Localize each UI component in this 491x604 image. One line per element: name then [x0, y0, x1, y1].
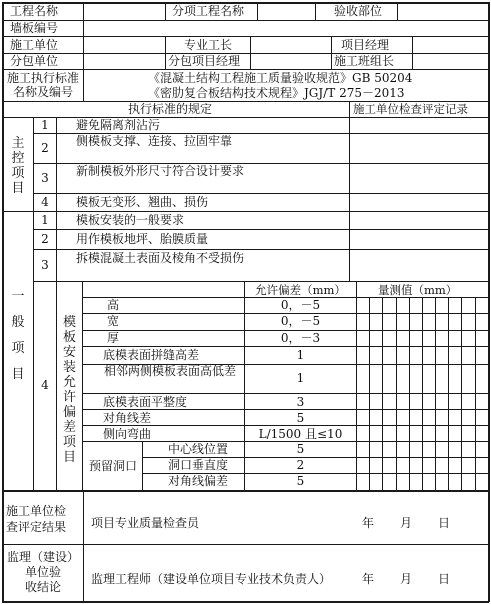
vline: [83, 490, 84, 601]
main-item-no: 3: [41, 171, 49, 185]
project-manager-label: 项目经理: [341, 38, 390, 52]
supervisor-label: 监理工程师（建设单位项目专业技术负责人）: [91, 572, 332, 586]
vline: [435, 297, 436, 490]
team-leader-label: 施工班组长: [334, 54, 395, 68]
tolerance-value: 0，－5: [280, 298, 321, 312]
main-item-no: 1: [41, 118, 49, 132]
vline: [422, 297, 423, 490]
vline: [142, 441, 143, 490]
tolerance-name: 底模表面拼缝高差: [103, 348, 200, 362]
wall-no-label: 墙板编号: [10, 21, 59, 35]
sub-project-name-label: 分项工程名称: [172, 4, 245, 18]
tolerance-value: 3: [296, 395, 305, 409]
vline: [331, 36, 332, 69]
month-label: 月: [400, 572, 413, 586]
project-name-label: 工程名称: [10, 4, 59, 18]
professional-foreman-label: 专业工长: [184, 38, 233, 52]
tolerance-name: 相邻两侧模板表面高低差: [104, 364, 237, 378]
border-top: [2, 2, 489, 4]
hline: [2, 36, 489, 37]
tolerance-name: 高: [107, 298, 120, 312]
acceptance-part-label: 验收部位: [334, 4, 383, 18]
hline: [82, 393, 489, 394]
vline: [315, 2, 316, 20]
general-item-no: 2: [41, 232, 49, 246]
main-item-text: 新制模板外形尺寸符合设计要求: [76, 164, 245, 178]
border-bottom: [2, 601, 489, 603]
hline: [2, 490, 489, 492]
standard-label: 施工执行标准 名称及编号: [6, 71, 79, 99]
tolerance-name: 厚: [107, 331, 120, 345]
vline: [397, 2, 398, 20]
measured-header: 量测值（mm）: [378, 283, 458, 297]
quality-inspector-label: 项目专业质量检查员: [91, 516, 200, 530]
hline: [33, 281, 489, 282]
general-group-label: 一 般 项 目: [11, 289, 25, 382]
hole-item-value: 2: [296, 458, 305, 472]
year-label: 年: [362, 516, 375, 530]
hline: [2, 20, 489, 21]
border-right: [488, 2, 490, 602]
hline: [2, 69, 489, 70]
vline: [382, 297, 383, 490]
spec-header: 执行标准的规定: [128, 102, 213, 116]
vline: [165, 36, 166, 69]
hole-item-name: 对角线偏差: [168, 474, 229, 488]
tolerance-value: 5: [296, 411, 305, 425]
hole-item-name: 洞口垂直度: [168, 458, 229, 472]
vline: [412, 36, 413, 69]
hline: [2, 544, 489, 545]
tolerance-name: 底模表面平整度: [103, 395, 188, 409]
vline: [257, 2, 258, 20]
vline: [396, 297, 397, 490]
record-header: 施工单位检查评定记录: [353, 102, 468, 116]
subcontract-unit-label: 分包单位: [10, 54, 59, 68]
hole-item-name: 中心线位置: [168, 442, 229, 456]
hline: [82, 346, 489, 347]
month-label: 月: [400, 516, 413, 530]
supervision-label: 监理（建设） 单位验 收结论: [6, 550, 79, 594]
hole-item-value: 5: [296, 442, 305, 456]
hole-item-value: 5: [296, 474, 305, 488]
day-label: 日: [438, 516, 451, 530]
general-item-text: 用作模板地坪、胎膜质量: [76, 232, 209, 246]
vline: [83, 2, 84, 101]
main-item-text: 避免隔离剂沾污: [76, 118, 161, 132]
tolerance-value: 0，－5: [280, 314, 321, 328]
tolerance-name: 宽: [107, 314, 120, 328]
construction-check-label: 施工单位检 查评定结果: [6, 504, 67, 534]
vline: [461, 297, 462, 490]
subcontract-manager-label: 分包项目经理: [168, 54, 241, 68]
general-item-no: 3: [41, 258, 49, 272]
tolerance-value: 0，－3: [280, 331, 321, 345]
tolerance-name: 侧向弯曲: [103, 427, 152, 441]
hline: [2, 211, 489, 212]
vline: [448, 297, 449, 490]
main-group-label: 主 控 项 目: [11, 136, 25, 196]
hole-label: 预留洞口: [89, 459, 138, 473]
tolerance-value: L/1500 且≤10: [258, 427, 343, 441]
main-item-no: 4: [41, 195, 49, 209]
year-label: 年: [362, 572, 375, 586]
hline: [82, 425, 489, 426]
vline: [250, 36, 251, 69]
general-item-text: 拆模混凝土表面及棱角不受损伤: [76, 251, 245, 265]
hline: [33, 249, 489, 250]
general-item-text: 模板安装的一般要求: [76, 213, 185, 227]
general-item-no: 1: [41, 213, 49, 227]
hline: [2, 53, 489, 54]
vline: [349, 101, 350, 281]
tolerance-group-label: 模 板 安 装 允 许 偏 差 项 目: [62, 315, 76, 465]
general-item-no: 4: [41, 378, 49, 392]
standard-2: 《密肋复合板结构技术规程》JGJ/T 275－2013: [148, 86, 405, 100]
hline: [33, 229, 489, 230]
vline: [369, 297, 370, 490]
vline: [165, 2, 166, 20]
hline: [82, 409, 489, 410]
hline: [33, 193, 489, 194]
tolerance-value: 1: [296, 348, 305, 362]
tolerance-header: 允许偏差（mm）: [255, 283, 346, 297]
day-label: 日: [438, 572, 451, 586]
construction-unit-label: 施工单位: [10, 38, 59, 52]
vline: [409, 297, 410, 490]
tolerance-value: 1: [296, 371, 305, 385]
main-item-text: 模板无变形、翘曲、损伤: [76, 195, 209, 209]
standard-1: 《混凝土结构工程施工质量验收规范》GB 50204: [148, 71, 413, 85]
vline: [82, 281, 83, 490]
main-item-text: 侧模板支撑、连接、拉固牢靠: [76, 134, 233, 148]
vline: [356, 281, 357, 490]
vline: [475, 297, 476, 490]
main-item-no: 2: [41, 141, 49, 155]
tolerance-name: 对角线差: [103, 411, 152, 425]
